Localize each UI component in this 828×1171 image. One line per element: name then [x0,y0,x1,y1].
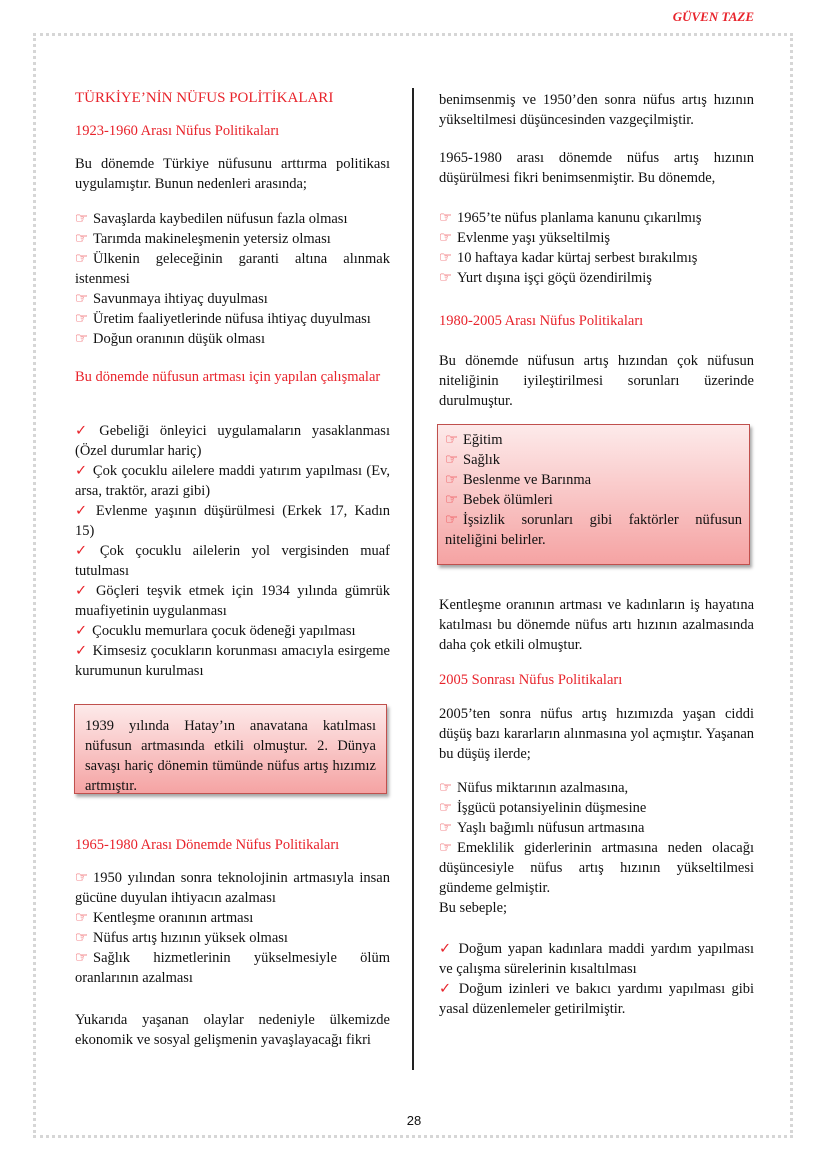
list-item-text: Çok çocuklu ailelerin yol vergisinden muaf tutulması [75,543,390,579]
pointing-hand-icon: ☞ [75,331,88,347]
list-item [75,209,390,229]
paragraph: Bu sebeple; [439,900,508,916]
list-item [75,928,390,948]
list-item-text: Sağlık [463,452,501,468]
checkmark-icon: ✓ [75,503,91,519]
column-divider [412,88,414,1070]
list-item [75,641,390,681]
paragraph: 1965-1980 arası dönemde nüfus artış hızının düşürülmesi fikri benimsenmiştir. Bu dönemde, [439,150,754,186]
list-item-text: Üretim faaliyetlerinde nüfusa ihtiyaç duyulması [93,311,371,327]
list-item-text: 1950 yılından sonra teknolojinin artmasıyla insan gücüne duyulan ihtiyacın azalması [75,870,390,906]
list-item [75,868,390,908]
paragraph: Bu dönemde Türkiye nüfusunu arttırma politikası uygulamıştır. Bunun nedenleri arasında; [75,156,390,192]
list-item [439,838,754,898]
list-item [75,581,390,621]
list-item [75,421,390,461]
paragraph: Yukarıda yaşanan olaylar nedeniyle ülkemizde ekonomik ve sosyal gelişmenin yavaşlayacağı fikri [75,1012,390,1048]
checkmark-icon: ✓ [439,981,454,997]
pointing-hand-icon: ☞ [75,291,88,307]
works-list [75,421,390,681]
list-item [445,470,742,490]
list-item-text: Göçleri teşvik etmek için 1934 yılında gümrük muafiyetinin uygulanması [75,583,390,619]
section-heading: Bu dönemde nüfusun artması için yapılan çalışmalar [75,369,381,385]
measures-list [439,208,754,288]
section-heading: 1923-1960 Arası Nüfus Politikaları [75,123,280,139]
pointing-hand-icon: ☞ [75,231,88,247]
quality-factors-box [437,424,750,565]
list-item [439,268,754,288]
pointing-hand-icon: ☞ [445,492,458,508]
list-item-text: Çocuklu memurlara çocuk ödeneği yapılması [92,623,356,639]
paragraph: 2005’ten sonra nüfus artış hızımızda yaşan ciddi düşüş bazı kararların alınmasına yol açmıştır. Yaşanan bu düşüş ilerde; [439,706,754,762]
list-item-text: Evlenme yaşı yükseltilmiş [457,230,611,246]
list-item-text: Sağlık hizmetlerinin yükselmesiyle ölüm oranlarının azalması [75,950,390,986]
list-item [445,510,742,550]
list-item-text: 10 haftaya kadar kürtaj serbest bırakılmış [457,250,698,266]
list-item-text: İşgücü potansiyelinin düşmesine [457,800,647,816]
list-item [75,908,390,928]
list-item [439,818,754,838]
list-item-text: Çok çocuklu ailelere maddi yatırım yapılması (Ev, arsa, traktör, arazi gibi) [75,463,390,499]
checkmark-icon: ✓ [75,643,88,659]
list-item [75,229,390,249]
pointing-hand-icon: ☞ [439,210,452,226]
pointing-hand-icon: ☞ [445,452,458,468]
list-item-text: Evlenme yaşının düşürülmesi (Erkek 17, Kadın 15) [75,503,390,539]
author-header: GÜVEN TAZE [672,9,754,24]
list-item [439,248,754,268]
list-item-text: Yaşlı bağımlı nüfusun artmasına [457,820,645,836]
list-item [75,948,390,988]
list-item [439,228,754,248]
list-item [439,208,754,228]
list-item-text: Kimsesiz çocukların korunması amacıyla esirgeme kurumunun kurulması [75,643,390,679]
list-item-text: Beslenme ve Barınma [463,472,592,488]
page-number: 28 [406,1113,422,1128]
pointing-hand-icon: ☞ [75,930,88,946]
list-item [75,501,390,541]
pointing-hand-icon: ☞ [445,472,458,488]
checkmark-icon: ✓ [75,583,91,599]
list-item [445,490,742,510]
paragraph: benimsenmiş ve 1950’den sonra nüfus artış hızının yükseltilmesi düşüncesinden vazgeçilmiştir. [439,92,754,128]
list-item [439,939,754,979]
list-item [439,979,754,1019]
pointing-hand-icon: ☞ [75,950,88,966]
checkmark-icon: ✓ [75,423,95,439]
list-item [445,450,742,470]
list-item-text: 1965’te nüfus planlama kanunu çıkarılmış [457,210,702,226]
list-item-text: Savaşlarda kaybedilen nüfusun fazla olması [93,211,348,227]
list-item-text: Savunmaya ihtiyaç duyulması [93,291,268,307]
section-heading: 1980-2005 Arası Nüfus Politikaları [439,313,644,329]
list-item [75,329,390,349]
list-item [75,249,390,289]
section-heading: 1965-1980 Arası Dönemde Nüfus Politikaları [75,837,340,853]
pointing-hand-icon: ☞ [439,840,452,856]
list-item-text: Emeklilik giderlerinin artmasına neden olacağı düşüncesiyle nüfus artış hızının yükseltilmesi gündeme gelmiştir. [439,840,754,896]
list-item-text: Eğitim [463,432,503,448]
list-item-text: İşsizlik sorunları gibi faktörler nüfusun niteliğini belirler. [445,512,742,548]
pointing-hand-icon: ☞ [439,800,452,816]
pointing-hand-icon: ☞ [439,270,452,286]
pointing-hand-icon: ☞ [439,820,452,836]
pointing-hand-icon: ☞ [75,211,88,227]
list-item-text: Tarımda makineleşmenin yetersiz olması [93,231,331,247]
paragraph: Bu dönemde nüfusun artış hızından çok nüfusun niteliğinin iyileştirilmesi sorunları üzerinde durulmuştur. [439,353,754,409]
list-item [75,309,390,329]
list-item [75,289,390,309]
list-item-text: Yurt dışına işçi göçü özendirilmiş [457,270,652,286]
actions-list [439,939,754,1019]
checkmark-icon: ✓ [439,941,454,957]
list-item [75,541,390,581]
pointing-hand-icon: ☞ [439,230,452,246]
section-heading: 2005 Sonrası Nüfus Politikaları [439,672,623,688]
list-item [75,621,390,641]
list-item-text: Gebeliği önleyici uygulamaların yasaklanması (Özel durumlar hariç) [75,423,390,459]
list-item [439,798,754,818]
list-item-text: Nüfus artış hızının yüksek olması [93,930,288,946]
checkmark-icon: ✓ [75,543,95,559]
page-title: TÜRKİYE’NİN NÜFUS POLİTİKALARI [75,90,334,106]
list-item [75,461,390,501]
checkmark-icon: ✓ [75,463,88,479]
pointing-hand-icon: ☞ [439,780,452,796]
pointing-hand-icon: ☞ [445,512,458,528]
reasons-list [75,868,390,988]
pointing-hand-icon: ☞ [439,250,452,266]
info-box-text: 1939 yılında Hatay’ın anavatana katılması nüfusun artmasında etkili olmuştur. 2. Dünya savaşı hariç dönemin tümünde nüfus artış hızımız artmıştır. [85,718,376,794]
pointing-hand-icon: ☞ [75,870,88,886]
list-item-text: Bebek ölümleri [463,492,553,508]
pointing-hand-icon: ☞ [445,432,458,448]
pointing-hand-icon: ☞ [75,311,88,327]
list-item-text: Kentleşme oranının artması [93,910,254,926]
pointing-hand-icon: ☞ [75,251,88,267]
info-box [74,704,387,794]
pointing-hand-icon: ☞ [75,910,88,926]
list-item-text: Doğum yapan kadınlara maddi yardım yapılması ve çalışma sürelerinin kısaltılması [439,941,754,977]
effects-list [439,778,754,898]
paragraph: Kentleşme oranının artması ve kadınların iş hayatına katılması bu dönemde nüfus artı hızının azalmasında daha çok etkili olmuştur. [439,597,754,653]
list-item-text: Doğun oranının düşük olması [93,331,265,347]
list-item [445,430,742,450]
list-item-text: Ülkenin geleceğinin garanti altına alınmak istenmesi [75,251,390,287]
list-item-text: Nüfus miktarının azalmasına, [457,780,629,796]
reasons-list [75,209,390,349]
checkmark-icon: ✓ [75,623,88,639]
list-item [439,778,754,798]
list-item-text: Doğum izinleri ve bakıcı yardımı yapılması gibi yasal düzenlemeler getirilmiştir. [439,981,754,1017]
